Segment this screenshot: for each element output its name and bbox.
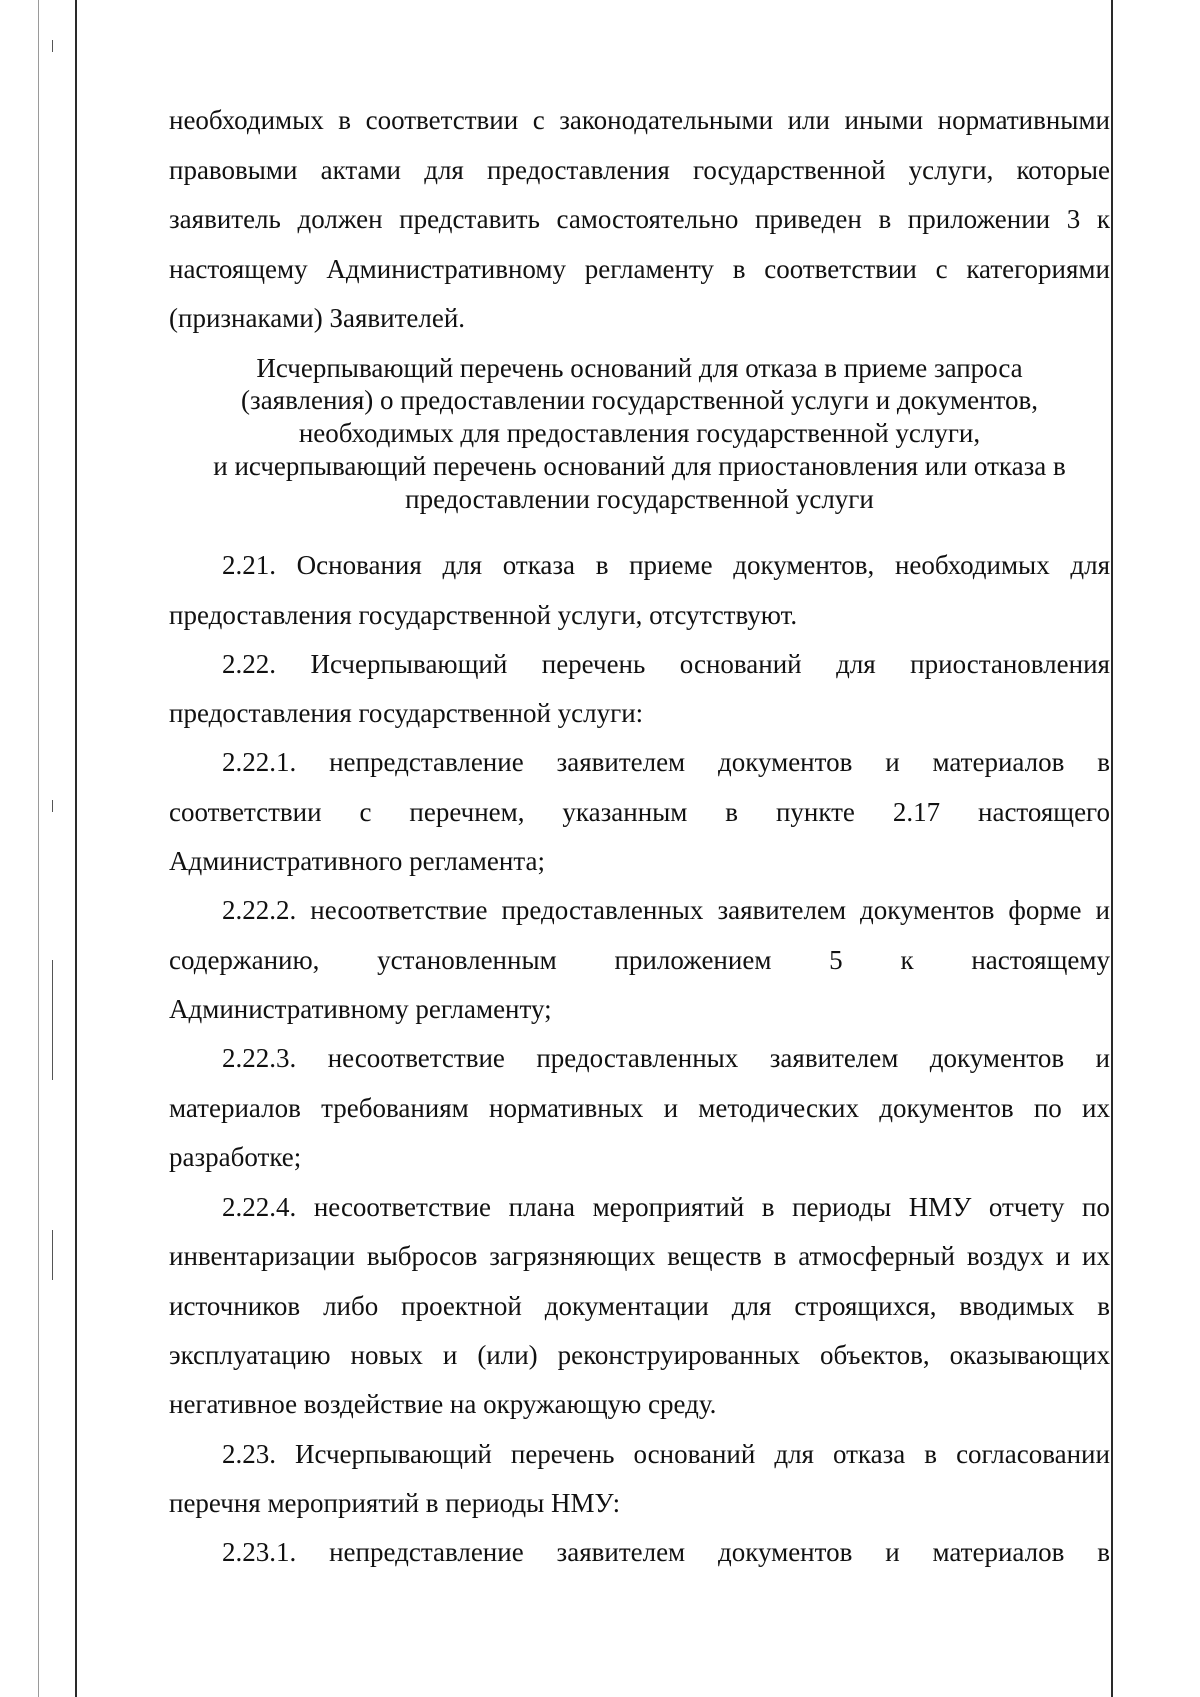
word: Исчерпывающий [310,649,508,679]
word: отказа [502,550,576,580]
word: согласовании [956,1439,1110,1469]
word: настоящему [169,254,308,284]
word: заявитель [169,204,281,234]
word: Основания [296,550,422,580]
word: и [442,1340,458,1370]
scan-artifact [52,1230,53,1280]
word: которые [1016,155,1110,185]
word: перечень [541,649,646,679]
word: и [885,1537,900,1567]
word: предоставленных [536,1043,739,1073]
word: материалов [932,747,1065,777]
word: необходимых [169,105,324,135]
word: в [595,550,609,580]
word: форме [1008,895,1082,925]
word: в [878,204,892,234]
section-heading-line: и исчерпывающий перечень оснований для приостановления или отказа в [213,451,1066,481]
word: категориями [966,254,1110,284]
word: приведен [755,204,862,234]
word: реконструированных [557,1340,800,1370]
word: в [732,254,746,284]
word: документов, [733,550,875,580]
text-line [222,648,1110,680]
word: выбросов [366,1241,478,1271]
word: в [338,105,352,135]
word: документов [718,1537,853,1567]
word: соответствии [764,254,917,284]
word: инвентаризации [169,1241,355,1271]
text-line: Административного регламента; [169,846,545,876]
word: требованиям [321,1093,469,1123]
word: заявителем [769,1043,899,1073]
word: в [1097,747,1110,777]
word: приложении [907,204,1051,234]
text-line [169,1339,1110,1371]
word: соответствии [169,797,322,827]
text-line [222,1536,1110,1568]
word: непредставление [329,747,524,777]
word: оказывающих [949,1340,1110,1370]
word: в [1097,1291,1110,1321]
section-heading-line: (заявления) о предоставлении государственной услуги и документов, [241,385,1038,415]
word: 2.23. [222,1439,276,1469]
scan-artifact [38,0,39,1697]
word: 2.23.1. [222,1537,297,1567]
word: в [1097,1537,1110,1567]
word: по [1033,1093,1062,1123]
word: иными [844,105,924,135]
word: несоответствие [327,1043,505,1073]
text-line [169,154,1110,186]
word: предоставленных [501,895,704,925]
word: несоответствие [313,1192,492,1222]
word: НМУ [908,1192,972,1222]
word: для [442,550,483,580]
word: с [359,797,372,827]
word: содержанию, [169,945,320,975]
word: 2.22. [222,649,276,679]
word: оснований [633,1439,756,1469]
text-line [169,104,1110,136]
word: эксплуатацию [169,1340,331,1370]
word: необходимых [894,550,1050,580]
word: материалов [169,1093,301,1123]
scan-artifact [52,40,53,52]
word: соответствии [365,105,519,135]
word: методических [698,1093,860,1123]
word: отказа [832,1439,906,1469]
word: с [532,105,545,135]
word: пункте [775,797,855,827]
word: в [725,797,739,827]
word: документов [929,1043,1065,1073]
section-heading-line: предоставлении государственной услуги [405,484,874,514]
scan-artifact [52,960,53,1080]
text-line: перечня мероприятий в периоды НМУ: [169,1488,621,1518]
text-line: (признаками) Заявителей. [169,303,466,333]
scan-edge-left [75,0,77,1697]
word: и [663,1093,679,1123]
word: для [1070,550,1110,580]
word: в [761,1192,775,1222]
word: 5 [829,945,843,975]
word: регламенту [584,254,714,284]
word: документов [879,1093,1014,1123]
word: перечень [510,1439,615,1469]
word: воздух [966,1241,1044,1271]
word: веществ [667,1241,762,1271]
word: материалов [932,1537,1065,1567]
word: оснований [679,649,802,679]
text-line: негативное воздействие на окружающую среду. [169,1389,717,1419]
word: приложением [614,945,772,975]
word: приеме [629,550,713,580]
word: установленным [377,945,557,975]
text-line [222,1042,1110,1074]
word: правовыми [169,155,298,185]
word: и [885,747,900,777]
word: мероприятий [592,1192,745,1222]
word: периоды [792,1192,892,1222]
word: плана [508,1192,575,1222]
word: приостановления [910,649,1110,679]
text-line [169,944,1110,976]
word: в [924,1439,938,1469]
text-line [169,796,1110,828]
word: документации [544,1291,709,1321]
text-line [222,746,1110,778]
word: Административному [326,254,567,284]
section-heading-line: необходимых для предоставления государственной услуги, [298,418,981,448]
text-line [169,1290,1110,1322]
word: 2.22.1. [222,747,297,777]
word: актами [320,155,402,185]
word: к [1096,204,1110,234]
text-line [222,549,1110,581]
word: указанным [562,797,688,827]
word: 2.22.2. [222,895,297,925]
word: для [836,649,876,679]
word: нормативных [489,1093,644,1123]
word: строящихся, [794,1291,937,1321]
word: документов [860,895,995,925]
word: загрязняющих [489,1241,656,1271]
word: для [774,1439,814,1469]
word: источников [169,1291,301,1321]
word: 3 [1066,204,1081,234]
word: настоящему [971,945,1110,975]
word: их [1082,1241,1110,1271]
word: атмосферный [798,1241,955,1271]
scan-artifact [52,800,53,812]
word: объектов, [819,1340,930,1370]
word: новых [350,1340,423,1370]
word: и [1095,895,1110,925]
text-line [222,1191,1110,1223]
word: заявителем [556,747,686,777]
word: 2.17 [892,797,941,827]
word: (или) [477,1340,538,1370]
word: 2.21. [222,550,276,580]
word: для [424,155,464,185]
word: для [731,1291,772,1321]
text-line [222,1438,1110,1470]
word: законодательными [559,105,774,135]
word: документов [718,747,853,777]
word: самостоятельно [556,204,739,234]
word: или [787,105,830,135]
text-line: предоставления государственной услуги, отсутствуют. [169,600,798,630]
word: вводимых [959,1291,1075,1321]
word: 2.22.4. [222,1192,297,1222]
word: нормативными [937,105,1110,135]
word: проектной [401,1291,522,1321]
text-line [222,894,1110,926]
word: и [1095,1043,1110,1073]
word: Исчерпывающий [295,1439,492,1469]
section-heading-line: Исчерпывающий перечень оснований для отказа в приеме запроса [256,353,1023,383]
word: в [773,1241,787,1271]
word: либо [323,1291,379,1321]
text-line [169,1092,1110,1124]
word: к [900,945,914,975]
word: 2.22.3. [222,1043,297,1073]
text-line [169,253,1110,285]
word: отчету [988,1192,1065,1222]
word: несоответствие [310,895,488,925]
word: по [1081,1192,1110,1222]
word: представить [399,204,540,234]
word: их [1082,1093,1110,1123]
word: непредставление [329,1537,524,1567]
word: предоставления [487,155,670,185]
word: государственной [692,155,886,185]
text-line [169,203,1110,235]
word: и [1055,1241,1071,1271]
text-line: предоставления государственной услуги: [169,698,644,728]
text-line [169,1240,1110,1272]
word: перечнем, [409,797,525,827]
word: заявителем [556,1537,686,1567]
text-line: Административному регламенту; [169,994,552,1024]
text-line: разработке; [169,1142,302,1172]
word: настоящего [978,797,1110,827]
word: заявителем [717,895,847,925]
word: услуги, [908,155,994,185]
word: должен [297,204,383,234]
scan-edge-right [1111,0,1113,1697]
word: с [935,254,948,284]
